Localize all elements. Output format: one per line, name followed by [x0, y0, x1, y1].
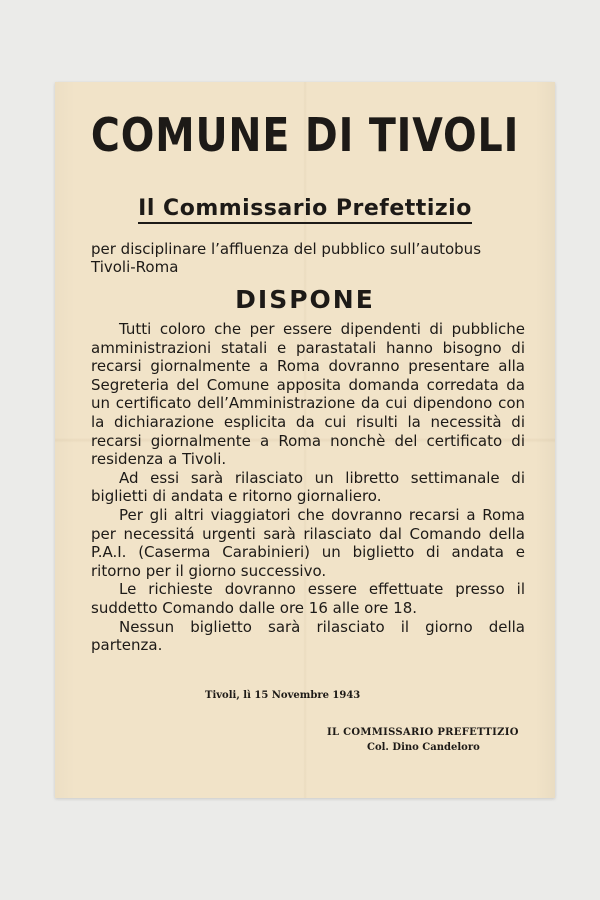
subtitle-text: Il Commissario Prefettizio: [138, 196, 472, 224]
poster-title: COMUNE DI TIVOLI: [90, 108, 520, 162]
poster-sheet: [55, 82, 555, 798]
signature-title: IL COMMISSARIO PREFETTIZIO: [327, 727, 519, 738]
body-paragraph: Le richieste dovranno essere effettuate presso il suddetto Comando dalle ore 16 alle ore 18.: [91, 580, 525, 617]
dispone-heading: DISPONE: [235, 285, 375, 314]
body-paragraph: Nessun biglietto sarà rilasciato il giorno della partenza.: [91, 617, 525, 655]
body-paragraph: Per gli altri viaggiatori che dovranno recarsi a Roma per necessitá urgenti sarà rilasciato dal Comando della P.A.I. (Caserma Carabinieri) un biglietto di andata e ritorno per il giorno successivo.: [91, 505, 525, 580]
poster-body: [91, 320, 525, 655]
poster-intro: per disciplinare l’affluenza del pubblico sull’autobus Tivoli-Roma: [91, 240, 482, 276]
body-paragraph: Tutti coloro che per essere dipendenti di pubbliche amministrazioni statali e parastatali hanno bisogno di recarsi giornalmente a Roma dovranno presentare alla Segreteria del Comune apposita domanda corredata da un certificato dell’Amministrazione da cui dipendono con la dichiarazione esplicita da cui risulti la necessità di recarsi giornalmente a Roma nonchè del certificato di residenza a Tivoli.: [91, 320, 525, 469]
signature-name: Col. Dino Candeloro: [367, 742, 480, 753]
body-paragraph: Ad essi sarà rilasciato un libretto settimanale di biglietti di andata e ritorno giornaliero.: [91, 468, 525, 506]
poster-subtitle: [55, 196, 555, 221]
poster-date: Tivoli, lì 15 Novembre 1943: [205, 690, 361, 701]
